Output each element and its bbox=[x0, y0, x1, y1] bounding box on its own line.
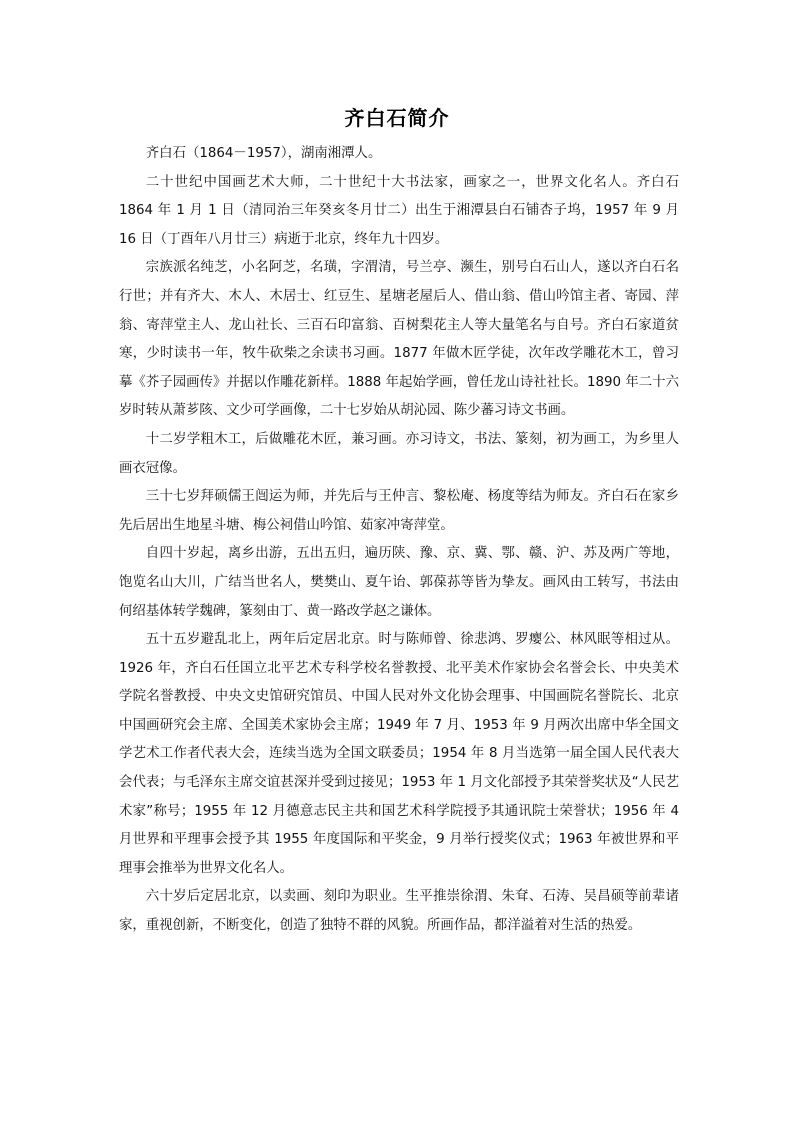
paragraph-names-early-life: 宗族派名纯芝，小名阿芝，名璜，字渭清，号兰亭、濒生，别号白石山人，遂以齐白石名行世；并有齐大、木人、木居士、红豆生、星塘老屋后人、借山翁、借山吟馆主者、寄园、萍翁、寄萍堂主人、龙山社长、三百石印富翁、百树梨花主人等大量笔名与自号。齐白石家道贫寒，少时读书一年，牧牛砍柴之余读书习画。1877 年做木匠学徒，次年改学雕花木工，曾习摹《芥子园画传》并据以作雕花新样。1888 年起始学画，曾任龙山诗社社长。1890 年二十六岁时转从萧芗陔、文少可学画像，二十七岁始从胡沁园、陈少蕃习诗文书画。 bbox=[119, 260, 679, 419]
paragraph-biography-dates: 二十世纪中国画艺术大师，二十世纪十大书法家，画家之一，世界文化名人。齐白石 1864 年 1 月 1 日（清同治三年癸亥冬月廿二）出生于湘潭县白石铺杏子坞，1957 年 9 月 16 日（丁酉年八月廿三）病逝于北京，终年九十四岁。 bbox=[119, 174, 679, 247]
paragraph-teachers: 三十七岁拜硕儒王闿运为师，并先后与王仲言、黎松庵、杨度等结为师友。齐白石在家乡先后居出生地星斗塘、梅公祠借山吟馆、茹家冲寄萍堂。 bbox=[119, 489, 679, 533]
paragraph-carpentry: 十二岁学粗木工，后做雕花木匠，兼习画。亦习诗文，书法、篆刻，初为画工，为乡里人画衣冠像。 bbox=[119, 431, 679, 476]
paragraph-later-life: 六十岁后定居北京，以卖画、刻印为职业。生平推崇徐渭、朱耷、石涛、吴昌硕等前辈诸家，重视创新，不断变化，创造了独特不群的风貌。所画作品，都洋溢着对生活的热爱。 bbox=[119, 889, 679, 934]
paragraph-intro: 齐白石（1864－1957），湖南湘潭人。 bbox=[145, 146, 382, 161]
page-title: 齐白石简介 bbox=[344, 106, 450, 130]
paragraph-beijing-honors: 五十五岁避乱北上，两年后定居北京。时与陈师曾、徐悲鸿、罗瘿公、林风眠等相过从。1926 年，齐白石任国立北平艺术专科学校名誉教授、北平美术作家协会名誉会长、中央美术学院名誉教授、中央文史馆研究馆员、中国人民对外文化协会理事、中国画院名誉院长、北京中国画研究会主席、全国美术家协会主席；1949 年 7 月、1953 年 9 月两次出席中华全国文学艺术工作者代表大会，连续当选为全国文联委员；1954 年 8 月当选第一届全国人民代表大会代表；与毛泽东主席交谊甚深并受到过接见；1953 年 1 月文化部授予其荣誉奖状及“人民艺术家”称号；1955 年 12 月德意志民主共和国艺术科学院授予其通讯院士荣誉状；1956 年 4 月世界和平理事会授予其 1955 年度国际和平奖金，9 月举行授奖仪式；1963 年被世界和平理事会推举为世界文化名人。 bbox=[119, 632, 679, 876]
paragraph-travels: 自四十岁起，离乡出游，五出五归，遍历陕、豫、京、冀、鄂、赣、沪、苏及两广等地，饱览名山大川，广结当世名人，樊樊山、夏午诒、郭葆荪等皆为挚友。画风由工转写，书法由何绍基体转学魏碑，篆刻由丁、黄一路改学赵之谦体。 bbox=[119, 546, 679, 619]
document-body bbox=[119, 140, 679, 941]
